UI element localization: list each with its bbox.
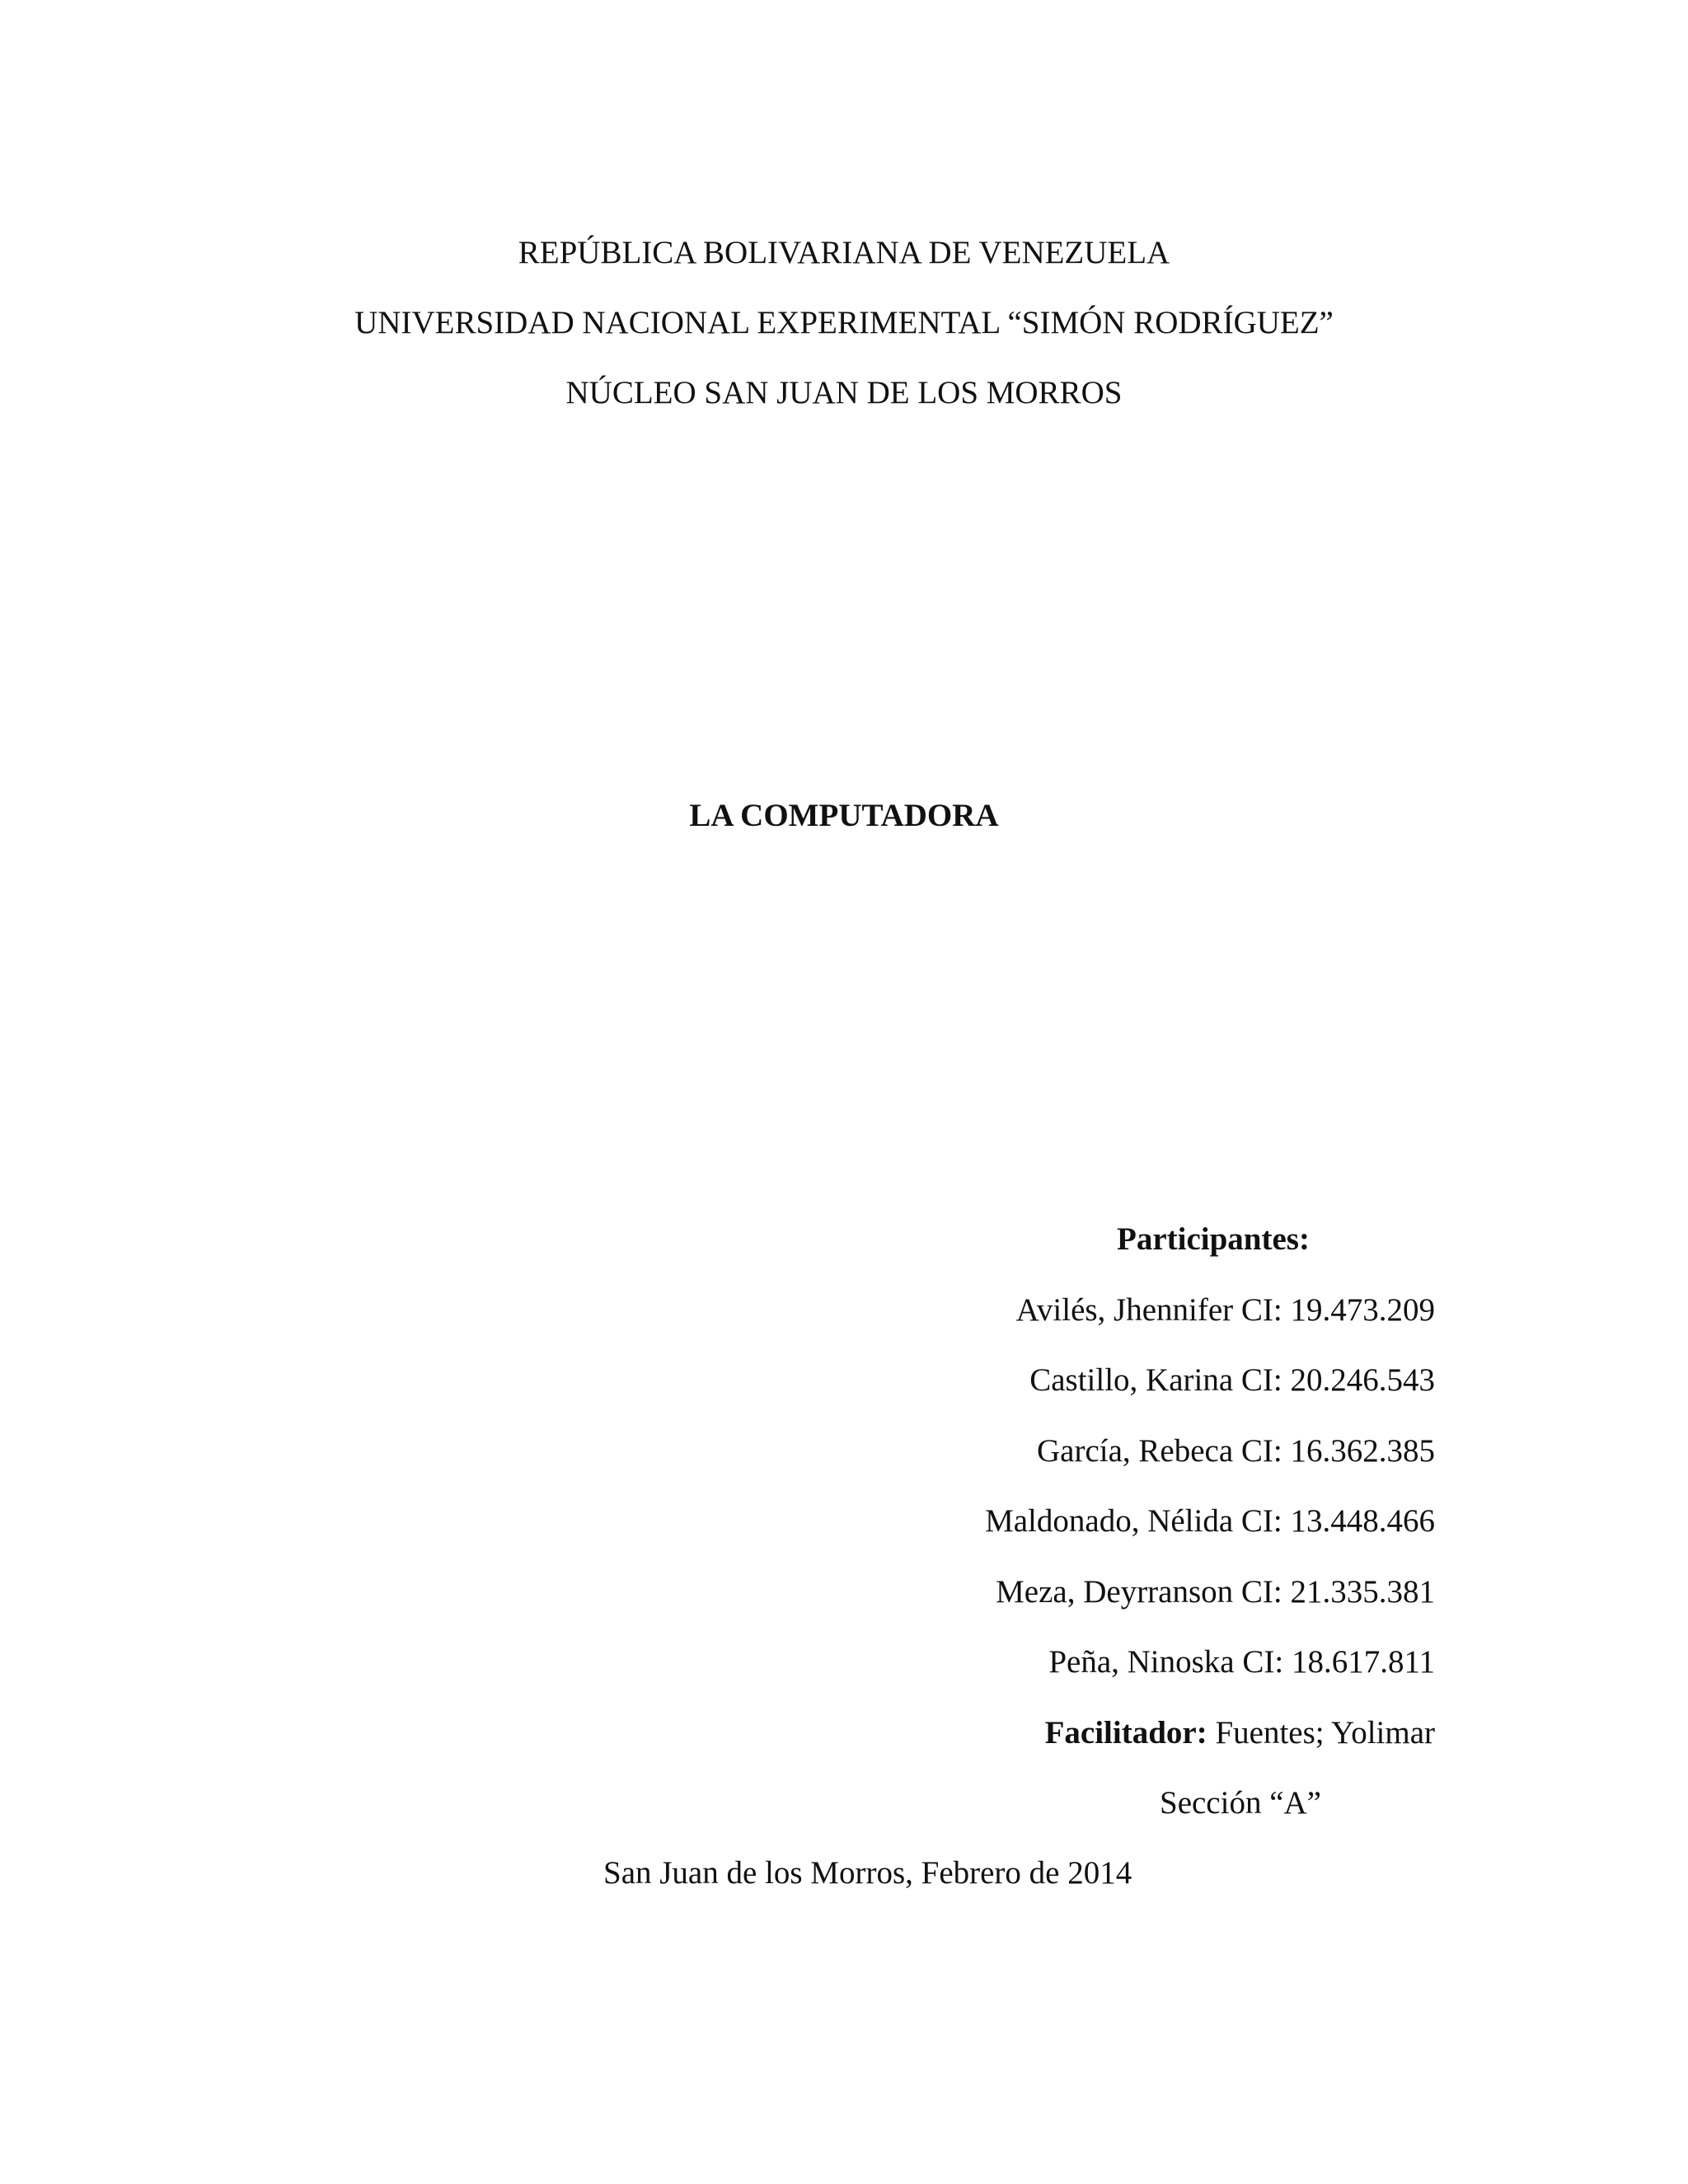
section-label: Sección “A”	[1160, 1785, 1321, 1821]
facilitator-line	[1045, 1717, 1435, 1749]
header-country: REPÚBLICA BOLIVARIANA DE VENEZUELA	[518, 235, 1170, 270]
header-campus: NÚCLEO SAN JUAN DE LOS MORROS	[565, 375, 1123, 410]
participants-heading: Participantes:	[1117, 1221, 1310, 1257]
header-university: UNIVERSIDAD NACIONAL EXPERIMENTAL “SIMÓN RODRÍGUEZ”	[354, 305, 1334, 340]
facilitator-name: Fuentes; Yolimar	[1207, 1715, 1435, 1750]
participant-item: Avilés, Jhennifer CI: 19.473.209	[1015, 1292, 1435, 1328]
facilitator-label: Facilitador:	[1044, 1715, 1207, 1750]
participant-item: Meza, Deyrranson CI: 21.335.381	[996, 1574, 1435, 1610]
participant-item: García, Rebeca CI: 16.362.385	[1036, 1433, 1435, 1469]
participant-item: Maldonado, Nélida CI: 13.448.466	[985, 1503, 1435, 1539]
place-date: San Juan de los Morros, Febrero de 2014	[603, 1855, 1132, 1891]
participant-item: Castillo, Karina CI: 20.246.543	[1029, 1362, 1435, 1398]
participant-item: Peña, Ninoska CI: 18.617.811	[1048, 1644, 1435, 1680]
document-title: LA COMPUTADORA	[689, 798, 999, 833]
